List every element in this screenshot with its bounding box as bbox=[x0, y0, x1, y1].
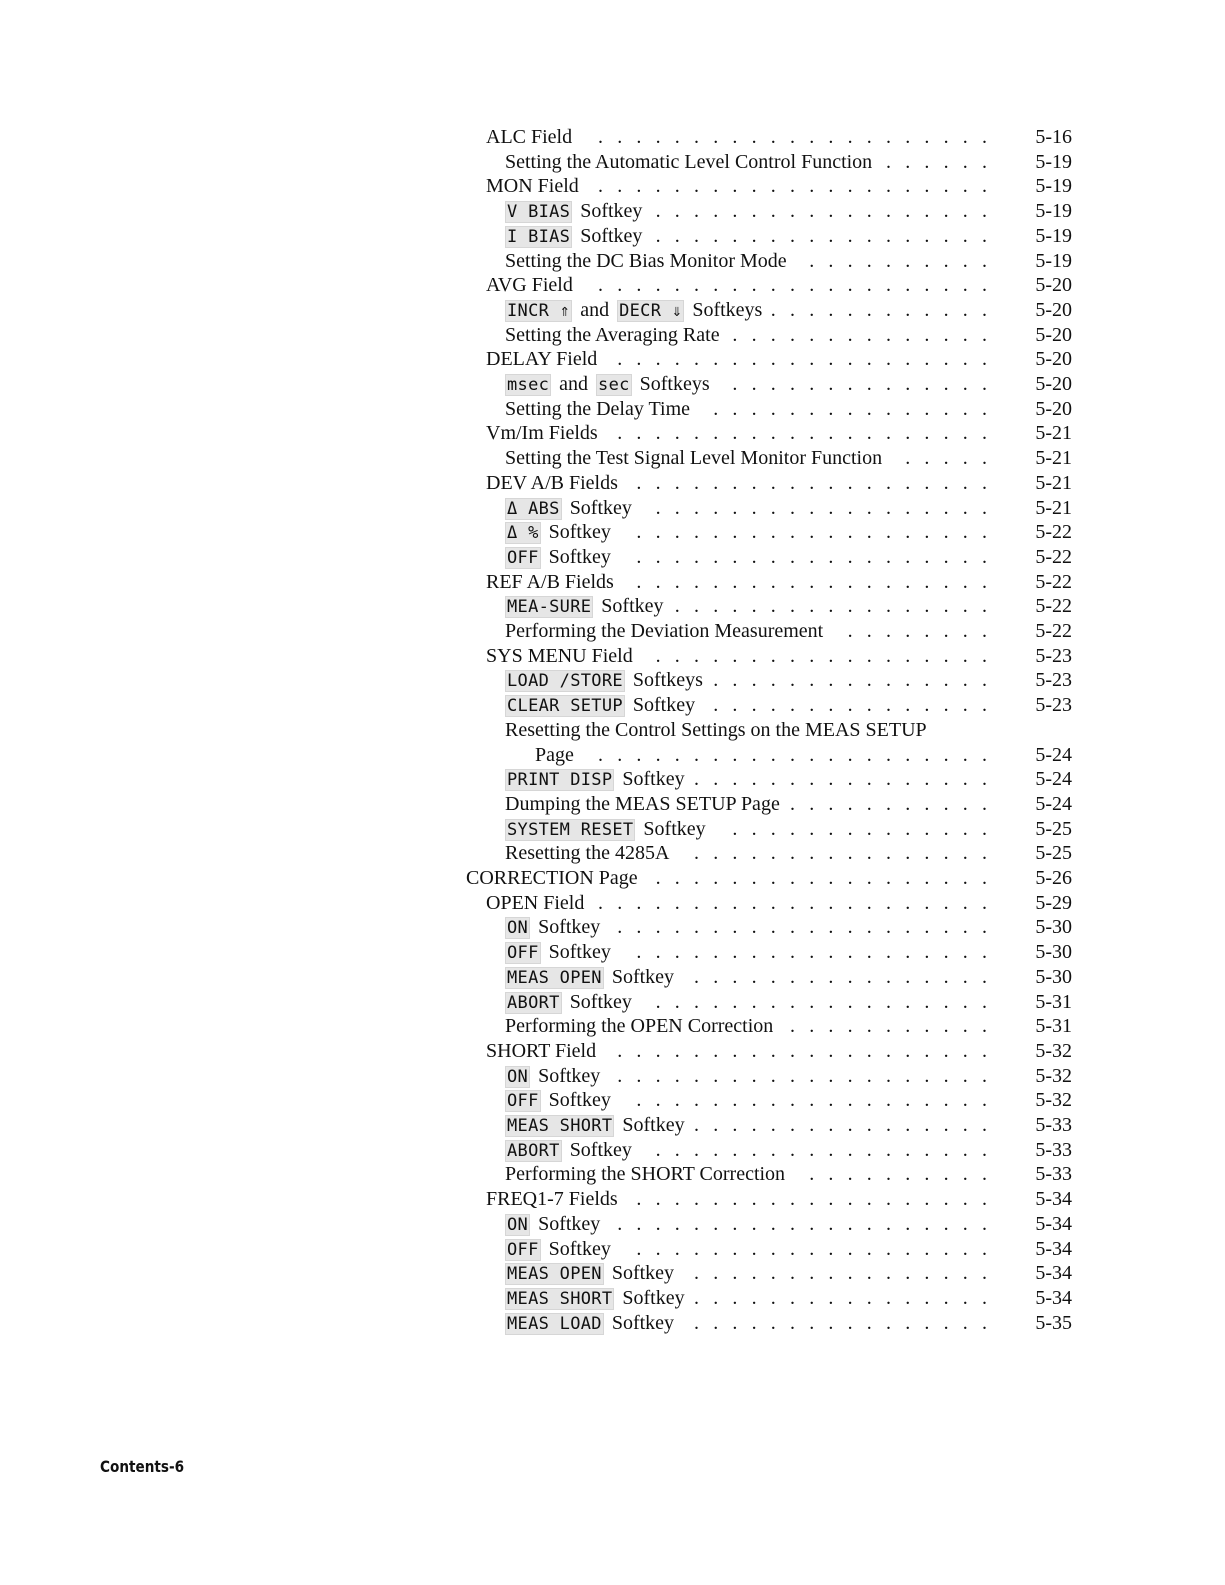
toc-entry[interactable]: CORRECTION Page 5-26 . . . . . . . . . . . . . . . . . . bbox=[466, 867, 1072, 889]
entry-text: AVG Field bbox=[486, 274, 573, 297]
softkey-label: Δ % bbox=[507, 523, 539, 544]
toc-entry-title bbox=[505, 816, 706, 843]
entry-text: Resetting the Control Settings on the MEAS SETUP bbox=[505, 718, 927, 741]
toc-entry-title bbox=[505, 1137, 632, 1164]
toc-entry[interactable]: Resetting the 4285A 5-25 . . . . . . . . . . . . . . . . bbox=[505, 842, 1072, 865]
entry-text: Setting the Averaging Rate bbox=[505, 323, 720, 346]
toc-page-number: 5-31 bbox=[1035, 1015, 1072, 1038]
entry-text: CORRECTION Page bbox=[466, 867, 638, 889]
toc-page-number: 5-33 bbox=[1035, 1114, 1072, 1136]
toc-entry[interactable]: Performing the SHORT Correction 5-33 . . . . . . . . . . bbox=[505, 1163, 1072, 1186]
toc-entry[interactable]: INCR ⇑ and DECR ⇓ Softkeys 5-20 . . . . . . . . . . . . bbox=[0, 297, 1225, 323]
toc-page-number: 5-21 bbox=[1035, 422, 1072, 445]
toc-entry-title bbox=[505, 371, 710, 398]
toc-entry[interactable]: Dumping the MEAS SETUP Page 5-24 . . . . . . . . . . . bbox=[505, 792, 1072, 815]
toc-entry-title bbox=[505, 223, 642, 250]
toc-page-number: 5-22 bbox=[1035, 545, 1072, 568]
toc-entry[interactable]: ALC Field 5-16 . . . . . . . . . . . . . . . . . . . . . bbox=[486, 126, 1072, 148]
softkey-label: ABORT bbox=[507, 1140, 560, 1161]
toc-entry-title bbox=[466, 865, 638, 891]
entry-text: Page bbox=[535, 743, 574, 766]
entry-text: ALC Field bbox=[486, 126, 573, 148]
toc-entry-title bbox=[486, 470, 618, 496]
toc-entry-title bbox=[505, 593, 664, 620]
softkey-label: V BIAS bbox=[507, 202, 571, 223]
toc-page-number: 5-22 bbox=[1035, 595, 1072, 618]
toc-entry-title bbox=[505, 149, 872, 175]
toc-page-number: 5-32 bbox=[1035, 1089, 1072, 1112]
toc-page-number: 5-32 bbox=[1035, 1064, 1072, 1087]
entry-text: Performing the OPEN Correction bbox=[505, 1015, 774, 1038]
softkey-label: MEAS SHORT bbox=[507, 1116, 613, 1136]
toc-entry-title bbox=[505, 667, 703, 694]
toc-entry[interactable]: msec and sec Softkeys 5-20 . . . . . . . . . . . . . . bbox=[0, 371, 1225, 397]
toc-entry-title bbox=[486, 173, 579, 199]
toc-page-number: 5-26 bbox=[1035, 867, 1072, 889]
toc-entry-title bbox=[505, 618, 823, 644]
softkey-label: ON bbox=[507, 918, 529, 939]
toc-entry[interactable]: Setting the Automatic Level Control Function 5-19 . . . . . . bbox=[505, 150, 1072, 173]
toc-page-number: 5-16 bbox=[1035, 126, 1072, 148]
toc-entry-title bbox=[486, 643, 633, 669]
softkey-label: MEAS OPEN bbox=[507, 967, 602, 988]
toc-entry-title bbox=[505, 198, 642, 225]
toc-entry-title bbox=[505, 1310, 674, 1337]
toc-entry-title bbox=[505, 766, 685, 793]
toc-entry-title bbox=[505, 914, 600, 941]
toc-entry-title bbox=[505, 248, 787, 274]
toc-entry-title bbox=[486, 124, 572, 150]
softkey-label: MEAS LOAD bbox=[507, 1313, 602, 1334]
toc-page-number: 5-35 bbox=[1035, 1311, 1072, 1334]
entry-text: Softkey bbox=[548, 521, 611, 544]
toc-entry[interactable]: ABORT Softkey 5-33 . . . . . . . . . . . . . . . . . . bbox=[0, 1137, 1225, 1163]
softkey-label: ON bbox=[507, 1214, 529, 1235]
entry-text: Softkey bbox=[569, 990, 632, 1013]
toc-entry-title bbox=[505, 692, 695, 719]
entry-text: Softkeys bbox=[639, 373, 710, 395]
entry-text: Softkey bbox=[622, 1114, 685, 1136]
entry-text: SHORT Field bbox=[486, 1039, 597, 1062]
toc-page-number: 5-19 bbox=[1035, 200, 1072, 223]
entry-text: Softkey bbox=[611, 1262, 675, 1285]
toc-entry[interactable]: SYSTEM RESET Softkey 5-25 . . . . . . . . . . . . . . bbox=[0, 816, 1225, 842]
entry-text: Softkey bbox=[601, 595, 664, 618]
toc-entry[interactable]: OPEN Field 5-29 . . . . . . . . . . . . . . . . . . . . . bbox=[486, 891, 1072, 914]
softkey-label: DECR ⇓ bbox=[619, 300, 683, 321]
entry-text: Softkey bbox=[548, 1237, 611, 1260]
toc-entry[interactable]: MEA-SURE Softkey 5-22 . . . . . . . . . . . . . . . . . bbox=[0, 593, 1225, 619]
toc-page-number: 5-24 bbox=[1035, 743, 1072, 766]
entry-text: Softkey bbox=[622, 1286, 685, 1309]
toc-entry[interactable]: SYS MENU Field 5-23 . . . . . . . . . . . . . . . . . . bbox=[486, 644, 1072, 667]
toc-entry[interactable]: SHORT Field 5-32 . . . . . . . . . . . . . . . . . . . . bbox=[486, 1039, 1072, 1062]
toc-entry-title bbox=[486, 272, 573, 298]
entry-text: Softkey bbox=[569, 1138, 632, 1161]
toc-entry[interactable]: Δ % Softkey 5-22 . . . . . . . . . . . . . . . . . . . bbox=[0, 519, 1225, 545]
entry-text: Softkey bbox=[538, 1212, 601, 1235]
toc-entry[interactable]: Setting the Delay Time 5-20 . . . . . . . . . . . . . . . bbox=[505, 397, 1072, 420]
softkey-label: ABORT bbox=[507, 992, 560, 1013]
toc-page-number: 5-25 bbox=[1035, 817, 1072, 840]
toc-page-number: 5-19 bbox=[1035, 150, 1072, 173]
toc-entry-title bbox=[505, 1260, 674, 1287]
toc-entry[interactable]: CLEAR SETUP Softkey 5-23 . . . . . . . . . . . . . . . bbox=[0, 692, 1225, 718]
toc-page-number: 5-19 bbox=[1035, 175, 1072, 198]
toc-entry[interactable]: OFF Softkey 5-32 . . . . . . . . . . . . . . . . . . . bbox=[0, 1087, 1225, 1113]
toc-entry[interactable]: ON Softkey 5-32 . . . . . . . . . . . . . . . . . . . . bbox=[0, 1063, 1225, 1089]
entry-text: Resetting the 4285A bbox=[505, 842, 670, 865]
toc-entry[interactable]: MEAS OPEN Softkey 5-30 . . . . . . . . . . . . . . . . bbox=[0, 964, 1225, 990]
toc-page-number: 5-20 bbox=[1035, 348, 1072, 371]
softkey-label: MEAS SHORT bbox=[507, 1288, 613, 1309]
toc-page-number: 5-20 bbox=[1035, 397, 1072, 420]
entry-text: SYS MENU Field bbox=[486, 644, 633, 667]
toc-page-number: 5-19 bbox=[1035, 224, 1072, 247]
entry-text: REF A/B Fields bbox=[486, 570, 614, 593]
toc-entry[interactable]: Setting the DC Bias Monitor Mode 5-19 . . . . . . . . . . bbox=[505, 249, 1072, 272]
entry-text: DELAY Field bbox=[486, 348, 598, 371]
toc-page-number: 5-34 bbox=[1035, 1262, 1072, 1285]
toc-entry-title bbox=[486, 569, 614, 595]
toc-entry-title bbox=[505, 1236, 611, 1263]
toc-page-number: 5-19 bbox=[1035, 249, 1072, 272]
toc-page-number: 5-20 bbox=[1035, 274, 1072, 297]
softkey-label: LOAD /STORE bbox=[507, 671, 623, 692]
toc-entry-title bbox=[505, 445, 882, 471]
toc-entry-title bbox=[505, 1063, 600, 1090]
entry-text: Softkey bbox=[643, 817, 706, 840]
entry-text: FREQ1-7 Fields bbox=[486, 1188, 618, 1211]
toc-entry-title bbox=[505, 495, 632, 522]
toc-entry-title bbox=[486, 1038, 596, 1064]
toc-entry[interactable]: Δ ABS Softkey 5-21 . . . . . . . . . . . . . . . . . . bbox=[0, 495, 1225, 521]
toc-entry-title bbox=[505, 297, 762, 324]
entry-text: Softkey bbox=[548, 941, 611, 964]
toc-page-number: 5-33 bbox=[1035, 1163, 1072, 1186]
toc-entry-title bbox=[505, 1087, 611, 1114]
toc-entry[interactable]: OFF Softkey 5-22 . . . . . . . . . . . . . . . . . . . bbox=[0, 544, 1225, 570]
entry-text: and bbox=[580, 298, 610, 321]
toc-page-number: 5-21 bbox=[1035, 447, 1072, 470]
toc-page-number: 5-29 bbox=[1035, 891, 1072, 914]
entry-text: Softkey bbox=[569, 496, 632, 519]
toc-page-number: 5-25 bbox=[1035, 842, 1072, 865]
entry-text: MON Field bbox=[486, 175, 579, 198]
toc-page-number: 5-30 bbox=[1035, 916, 1072, 939]
toc-entry[interactable]: AVG Field 5-20 . . . . . . . . . . . . . . . . . . . . . bbox=[486, 274, 1072, 297]
entry-text: Softkey bbox=[611, 1311, 675, 1334]
toc-entry[interactable]: Page 5-24 . . . . . . . . . . . . . . . . . . . . . bbox=[535, 743, 1072, 766]
toc-entry[interactable]: OFF Softkey 5-30 . . . . . . . . . . . . . . . . . . . bbox=[0, 939, 1225, 965]
toc-entry-title bbox=[486, 1186, 618, 1212]
toc-entry[interactable]: MEAS LOAD Softkey 5-35 . . . . . . . . . . . . . . . . bbox=[0, 1310, 1225, 1336]
toc-entry[interactable]: Performing the Deviation Measurement 5-22 . . . . . . . . bbox=[505, 620, 1072, 642]
toc-page-number: 5-34 bbox=[1035, 1286, 1072, 1309]
toc-page-number: 5-23 bbox=[1035, 669, 1072, 692]
toc-page-number: 5-34 bbox=[1035, 1188, 1072, 1211]
toc-page-number: 5-34 bbox=[1035, 1237, 1072, 1260]
toc-entry[interactable]: LOAD /STORE Softkeys 5-23 . . . . . . . . . . . . . . . bbox=[0, 667, 1225, 693]
toc-entry[interactable]: MEAS OPEN Softkey 5-34 . . . . . . . . . . . . . . . . bbox=[0, 1260, 1225, 1286]
softkey-label: MEA-SURE bbox=[507, 597, 592, 618]
entry-text: OPEN Field bbox=[486, 891, 585, 914]
toc-entry[interactable]: Performing the OPEN Correction 5-31 . . . . . . . . . . . bbox=[505, 1015, 1072, 1038]
toc-entry[interactable]: Setting the Averaging Rate 5-20 . . . . . . . . . . . . . . bbox=[505, 323, 1072, 346]
toc-entry[interactable]: OFF Softkey 5-34 . . . . . . . . . . . . . . . . . . . bbox=[0, 1236, 1225, 1262]
entry-text: Softkey bbox=[580, 200, 643, 223]
toc-page-number: 5-20 bbox=[1035, 323, 1072, 346]
toc-entry-title bbox=[505, 1112, 685, 1139]
softkey-label: MEAS OPEN bbox=[507, 1264, 602, 1285]
toc-entry[interactable]: FREQ1-7 Fields 5-34 . . . . . . . . . . . . . . . . . . . bbox=[486, 1188, 1072, 1211]
entry-text: Softkeys bbox=[692, 298, 763, 321]
entry-text: Setting the Automatic Level Control Function bbox=[505, 150, 873, 173]
toc-page-number: 5-23 bbox=[1035, 644, 1072, 667]
softkey-label: OFF bbox=[507, 1239, 539, 1260]
toc-entry-title bbox=[505, 791, 780, 817]
softkey-label: OFF bbox=[507, 547, 539, 568]
entry-text: Softkey bbox=[632, 694, 696, 717]
toc-page-number: 5-33 bbox=[1035, 1138, 1072, 1161]
entry-text: Softkey bbox=[538, 916, 601, 939]
toc-entry-title bbox=[505, 544, 611, 571]
toc-entry[interactable]: REF A/B Fields 5-22 . . . . . . . . . . . . . . . . . . . bbox=[486, 570, 1072, 593]
entry-text: Softkey bbox=[611, 965, 675, 988]
toc-entry-title bbox=[486, 890, 584, 916]
toc-page-number: 5-21 bbox=[1035, 471, 1072, 494]
entry-text: Vm/Im Fields bbox=[486, 422, 598, 445]
toc-entry[interactable]: ON Softkey 5-30 . . . . . . . . . . . . . . . . . . . . bbox=[0, 914, 1225, 940]
toc-page-number: 5-21 bbox=[1035, 496, 1072, 519]
toc-page-number: 5-30 bbox=[1035, 941, 1072, 964]
softkey-label: ON bbox=[507, 1066, 529, 1087]
toc-page-number: 5-24 bbox=[1035, 768, 1072, 791]
toc-entry[interactable]: MEAS SHORT Softkey 5-33 . . . . . . . . . . . . . . . . bbox=[0, 1112, 1225, 1138]
softkey-label: OFF bbox=[507, 943, 539, 964]
toc-entry-title bbox=[505, 1211, 600, 1238]
toc-entry[interactable]: Vm/Im Fields 5-21 . . . . . . . . . . . . . . . . . . . . bbox=[486, 422, 1072, 445]
toc-entry[interactable]: DELAY Field 5-20 . . . . . . . . . . . . . . . . . . . . bbox=[486, 348, 1072, 371]
toc-page-number: 5-24 bbox=[1035, 792, 1072, 815]
entry-text: Dumping the MEAS SETUP Page bbox=[505, 792, 780, 815]
toc-page-number: 5-20 bbox=[1035, 373, 1072, 395]
softkey-label: CLEAR SETUP bbox=[507, 696, 623, 717]
toc-entry-title bbox=[486, 346, 597, 372]
toc-page-number: 5-30 bbox=[1035, 965, 1072, 988]
toc-page-number: 5-31 bbox=[1035, 990, 1072, 1013]
toc-entry[interactable]: I BIAS Softkey 5-19 . . . . . . . . . . . . . . . . . . bbox=[0, 223, 1225, 249]
softkey-label: Δ ABS bbox=[507, 498, 560, 519]
toc-entry[interactable]: V BIAS Softkey 5-19 . . . . . . . . . . . . . . . . . . bbox=[0, 198, 1225, 224]
entry-text: and bbox=[559, 373, 589, 395]
toc-entry-title bbox=[505, 939, 611, 966]
toc-page-number: 5-22 bbox=[1035, 620, 1072, 642]
softkey-label: OFF bbox=[507, 1091, 539, 1112]
toc-entry[interactable]: Setting the Test Signal Level Monitor Function 5-21 . . . . . bbox=[505, 447, 1072, 470]
toc-entry-title bbox=[505, 1013, 773, 1039]
softkey-label: SYSTEM RESET bbox=[507, 819, 634, 840]
toc-entry-title bbox=[505, 989, 632, 1016]
softkey-label: I BIAS bbox=[507, 226, 571, 247]
toc-entry-title bbox=[505, 519, 611, 546]
softkey-label: sec bbox=[598, 375, 630, 395]
toc-page-number: 5-32 bbox=[1035, 1039, 1072, 1062]
toc-entry-title bbox=[535, 742, 574, 768]
toc-entry[interactable]: MEAS SHORT Softkey 5-34 . . . . . . . . . . . . . . . . bbox=[0, 1285, 1225, 1311]
toc-entry-title bbox=[505, 1161, 785, 1187]
softkey-label: PRINT DISP bbox=[507, 770, 613, 791]
toc-page-number: 5-22 bbox=[1035, 521, 1072, 544]
toc-entry-title bbox=[505, 1285, 685, 1312]
entry-text: Setting the Delay Time bbox=[505, 397, 690, 420]
toc-entry[interactable]: ON Softkey 5-34 . . . . . . . . . . . . . . . . . . . . bbox=[0, 1211, 1225, 1237]
toc-page-number: 5-20 bbox=[1035, 298, 1072, 321]
softkey-label: INCR ⇑ bbox=[507, 300, 571, 321]
toc-entry[interactable]: MON Field 5-19 . . . . . . . . . . . . . . . . . . . . . bbox=[486, 175, 1072, 198]
toc-entry-title bbox=[505, 964, 674, 991]
softkey-label: msec bbox=[507, 375, 550, 395]
toc-page-number: 5-23 bbox=[1035, 694, 1072, 717]
entry-text: Softkey bbox=[580, 224, 643, 247]
entry-text: Performing the Deviation Measurement bbox=[505, 620, 824, 642]
toc-entry[interactable]: DEV A/B Fields 5-21 . . . . . . . . . . . . . . . . . . . bbox=[486, 471, 1072, 494]
toc-entry-title bbox=[505, 717, 927, 743]
entry-text: Softkey bbox=[538, 1064, 601, 1087]
entry-text: Setting the Test Signal Level Monitor Function bbox=[505, 447, 883, 470]
toc-entry[interactable]: ABORT Softkey 5-31 . . . . . . . . . . . . . . . . . . bbox=[0, 989, 1225, 1015]
page-footer: Contents-6 bbox=[100, 1457, 185, 1476]
entry-text: Softkey bbox=[622, 768, 685, 791]
toc-entry-title bbox=[505, 322, 720, 348]
entry-text: Performing the SHORT Correction bbox=[505, 1163, 786, 1186]
entry-text: Softkey bbox=[548, 545, 611, 568]
toc-entry[interactable] bbox=[0, 717, 1225, 743]
toc-entry-title bbox=[505, 396, 690, 422]
entry-text: Softkey bbox=[548, 1089, 611, 1112]
toc-page-number: 5-34 bbox=[1035, 1212, 1072, 1235]
toc-entry[interactable]: PRINT DISP Softkey 5-24 . . . . . . . . . . . . . . . . bbox=[0, 766, 1225, 792]
toc-page-number: 5-22 bbox=[1035, 570, 1072, 593]
toc-entry-title bbox=[505, 840, 669, 866]
toc-entry-title bbox=[486, 420, 598, 446]
entry-text: Softkeys bbox=[632, 669, 703, 692]
entry-text: DEV A/B Fields bbox=[486, 471, 618, 494]
entry-text: Setting the DC Bias Monitor Mode bbox=[505, 249, 787, 272]
